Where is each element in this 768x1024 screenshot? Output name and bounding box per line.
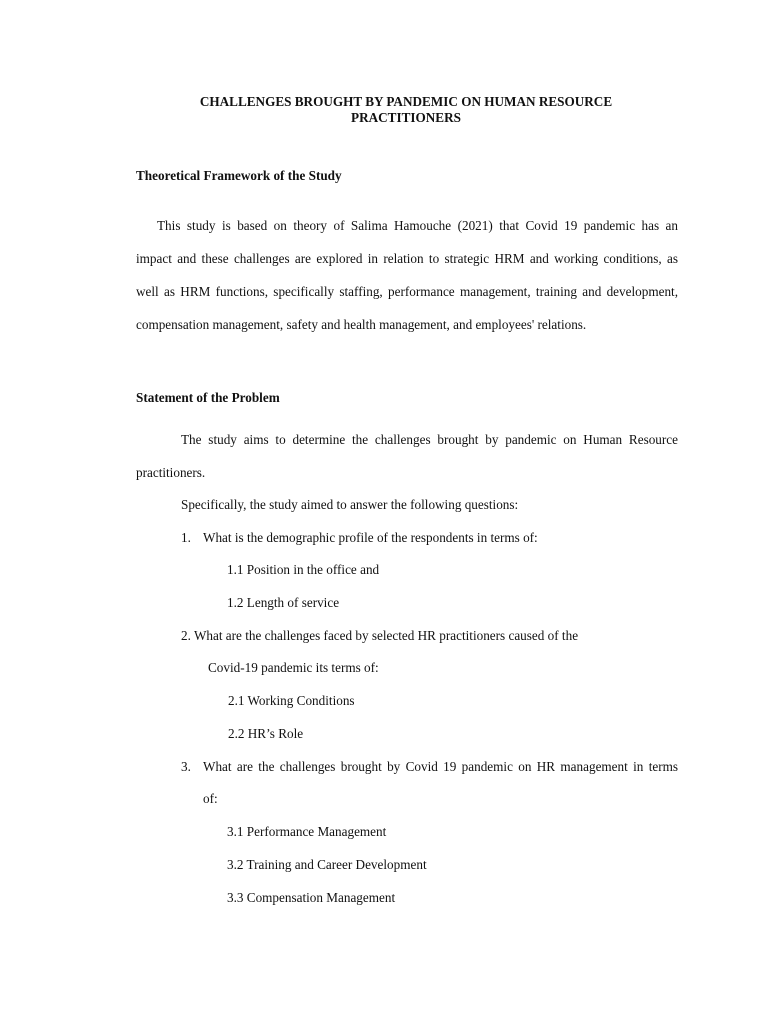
framework-paragraph-line: This study is based on theory of Salima Hamouche (2021) that Covid 19 pandemic has an — [157, 218, 678, 233]
question-3-subitem: 3.1 Performance Management — [227, 824, 387, 839]
framework-paragraph-line: well as HRM functions, specifically staffing, performance management, training and development, — [136, 284, 678, 299]
question-3-number: 3. — [181, 759, 191, 774]
framework-paragraph-line: compensation management, safety and health management, and employees' relations. — [136, 317, 587, 332]
framework-paragraph-line: impact and these challenges are explored in relation to strategic HRM and working conditions, as — [136, 251, 678, 266]
question-3-line: What are the challenges brought by Covid 19 pandemic on HR management in terms — [203, 759, 678, 774]
section-heading-statement-of-problem: Statement of the Problem — [136, 390, 280, 405]
question-3-subitem: 3.3 Compensation Management — [227, 890, 396, 905]
specifically-line: Specifically, the study aimed to answer the following questions: — [181, 497, 519, 512]
section-heading-theoretical-framework: Theoretical Framework of the Study — [136, 168, 342, 183]
document-title-line-1: CHALLENGES BROUGHT BY PANDEMIC ON HUMAN RESOURCE — [199, 94, 613, 109]
question-1-number: 1. — [181, 530, 191, 545]
question-1-subitem: 1.2 Length of service — [227, 595, 340, 610]
question-3-subitem: 3.2 Training and Career Development — [227, 857, 427, 872]
document-title-line-2: PRACTITIONERS — [351, 110, 461, 125]
problem-intro-line: practitioners. — [136, 465, 206, 480]
question-1-subitem: 1.1 Position in the office and — [227, 562, 380, 577]
question-3-line: of: — [203, 791, 218, 806]
question-2-line: Covid-19 pandemic its terms of: — [208, 660, 379, 675]
question-2-subitem: 2.2 HR’s Role — [228, 726, 304, 741]
problem-intro-line: The study aims to determine the challenges brought by pandemic on Human Resource — [181, 432, 678, 447]
question-2-line: 2. What are the challenges faced by selected HR practitioners caused of the — [181, 628, 579, 643]
question-1-text: What is the demographic profile of the respondents in terms of: — [203, 530, 538, 545]
question-2-subitem: 2.1 Working Conditions — [228, 693, 355, 708]
